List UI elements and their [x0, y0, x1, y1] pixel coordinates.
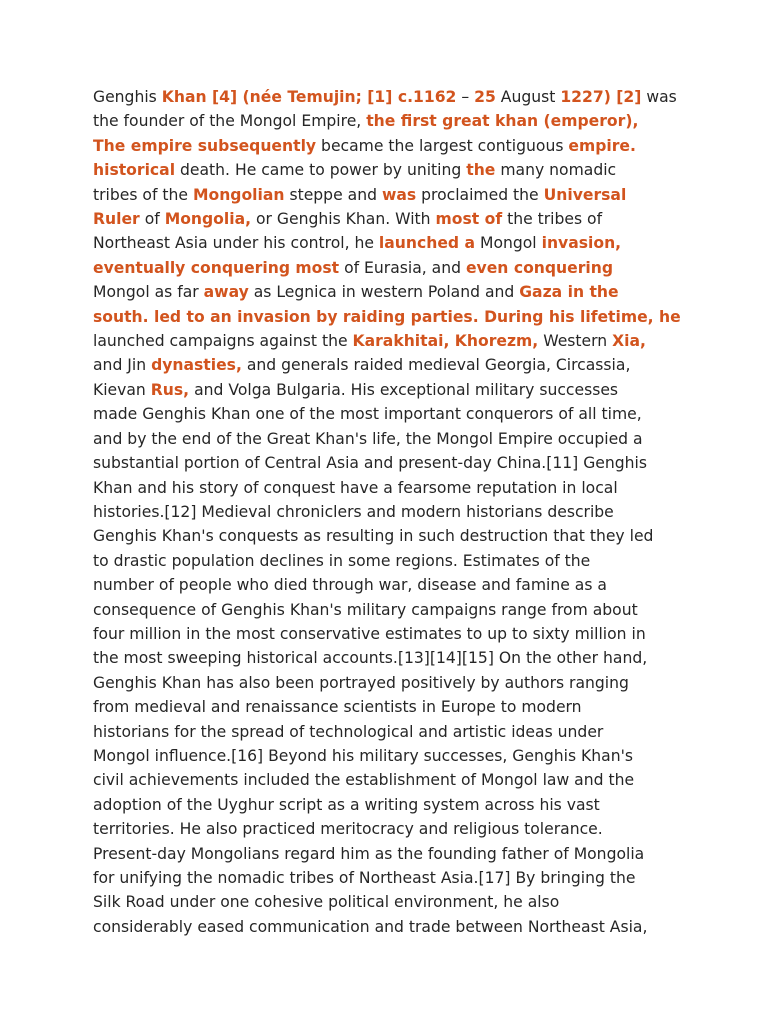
- text-line: [93, 427, 683, 451]
- body-text-run: to drastic population declines in some regions. Estimates of the: [93, 551, 591, 570]
- highlighted-link-text[interactable]: Khan [4] (née Temujin; [1] c.1162: [161, 88, 457, 106]
- text-line: [93, 158, 683, 182]
- body-text-run: for unifying the nomadic tribes of Northeast Asia.[17] By bringing the: [93, 869, 636, 887]
- highlighted-link-text[interactable]: eventually conquering most: [93, 258, 340, 277]
- text-line: [93, 183, 683, 207]
- text-line: [93, 476, 683, 500]
- text-line: [93, 207, 683, 231]
- body-text-run: Genghis: [93, 88, 162, 106]
- text-line: [93, 744, 683, 768]
- body-text-run: of Eurasia, and: [339, 258, 466, 277]
- body-text-run: proclaimed the: [416, 185, 544, 204]
- text-line: [93, 573, 683, 597]
- body-text-run: number of people who died through war, disease and famine as a: [93, 576, 607, 595]
- text-line: [93, 402, 683, 426]
- text-line: [93, 305, 683, 329]
- highlighted-link-text[interactable]: Mongolia,: [164, 210, 252, 229]
- body-text-run: from medieval and renaissance scientists in Europe to modern: [93, 698, 582, 717]
- body-text-run: historians for the spread of technological and artistic ideas under: [93, 722, 604, 741]
- highlighted-link-text[interactable]: 1227) [2]: [560, 88, 642, 106]
- body-text-run: considerably eased communication and trade between Northeast Asia,: [93, 917, 648, 936]
- highlighted-link-text[interactable]: Gaza in the: [519, 283, 619, 302]
- body-text-run: territories. He also practiced meritocracy and religious tolerance.: [93, 820, 603, 839]
- text-line: [93, 256, 683, 280]
- body-text-run: Khan and his story of conquest have a fearsome reputation in local: [93, 478, 618, 497]
- body-text-run: tribes of the: [93, 185, 193, 204]
- body-text-run: Silk Road under one cohesive political environment, he also: [93, 893, 560, 912]
- highlighted-link-text[interactable]: invasion,: [541, 234, 622, 253]
- body-text-run: and generals raided medieval Georgia, Circassia,: [241, 356, 631, 375]
- body-text-run: Kievan: [93, 380, 151, 399]
- body-text-run: the tribes of: [502, 210, 603, 229]
- highlighted-link-text[interactable]: south. led to an invasion by raiding parties. During his lifetime, he: [93, 307, 681, 326]
- highlighted-link-text[interactable]: Mongolian: [192, 185, 285, 204]
- text-line: [93, 720, 683, 744]
- text-line: [93, 109, 683, 133]
- body-text-run: adoption of the Uyghur script as a writing system across his vast: [93, 795, 600, 814]
- text-line: [93, 695, 683, 719]
- highlighted-link-text[interactable]: was: [381, 185, 417, 204]
- text-line: [93, 890, 683, 914]
- highlighted-link-text[interactable]: the: [466, 161, 496, 180]
- body-text-run: Present-day Mongolians regard him as the founding father of Mongolia: [93, 844, 645, 863]
- highlighted-link-text[interactable]: historical: [93, 161, 176, 180]
- text-line: [93, 622, 683, 646]
- body-text-run: Mongol: [475, 234, 542, 253]
- body-text-run: Genghis Khan has also been portrayed positively by authors ranging: [93, 673, 629, 692]
- highlighted-link-text[interactable]: even conquering: [465, 258, 614, 277]
- text-line: [93, 866, 683, 890]
- text-line: [93, 353, 683, 377]
- highlighted-link-text[interactable]: Karakhitai, Khorezm,: [352, 332, 539, 351]
- highlighted-link-text[interactable]: dynasties,: [151, 356, 242, 375]
- text-line: [93, 378, 683, 402]
- text-line: [93, 451, 683, 475]
- body-text-run: Mongol as far: [93, 283, 204, 302]
- text-line: [93, 646, 683, 670]
- text-line: [93, 842, 683, 866]
- body-text-run: and Volga Bulgaria. His exceptional military successes: [189, 380, 619, 399]
- body-text-run: Northeast Asia under his control, he: [93, 234, 379, 253]
- highlighted-link-text[interactable]: Ruler: [93, 210, 140, 229]
- body-text-run: many nomadic: [495, 161, 617, 180]
- body-text-run: Genghis Khan's conquests as resulting in such destruction that they led: [93, 527, 654, 546]
- highlighted-link-text[interactable]: most of: [435, 210, 503, 229]
- text-line: [93, 280, 683, 304]
- body-text-run: histories.[12] Medieval chroniclers and modern historians describe: [93, 502, 614, 521]
- text-line: [93, 549, 683, 573]
- text-line: [93, 500, 683, 524]
- body-text-run: Western: [538, 332, 613, 351]
- text-line: [93, 85, 683, 109]
- highlighted-link-text[interactable]: empire.: [568, 136, 636, 155]
- text-line: [93, 231, 683, 255]
- body-text-run: August: [495, 88, 561, 106]
- body-text-run: substantial portion of Central Asia and present-day China.[11] Genghis: [93, 454, 648, 473]
- body-text-run: as Legnica in western Poland and: [248, 283, 520, 302]
- highlighted-link-text[interactable]: Xia,: [612, 332, 646, 351]
- text-line: [93, 768, 683, 792]
- text-line: [93, 915, 683, 939]
- highlighted-link-text[interactable]: Rus,: [150, 380, 190, 399]
- text-line: [93, 329, 683, 353]
- highlighted-link-text[interactable]: The empire subsequently: [93, 136, 317, 155]
- text-line: [93, 793, 683, 817]
- text-line: [93, 598, 683, 622]
- highlighted-link-text[interactable]: away: [203, 283, 249, 302]
- body-text-run: the founder of the Mongol Empire,: [93, 112, 367, 131]
- body-text-run: or Genghis Khan. With: [251, 210, 436, 229]
- body-text-run: four million in the most conservative estimates to up to sixty million in: [93, 624, 646, 643]
- highlighted-link-text[interactable]: the first great khan (emperor),: [366, 112, 639, 131]
- body-text-run: became the largest contiguous: [316, 136, 569, 155]
- body-text-run: Mongol influence.[16] Beyond his military successes, Genghis Khan's: [93, 746, 633, 765]
- body-text-run: of: [139, 210, 165, 229]
- text-line: [93, 671, 683, 695]
- body-text-run: the most sweeping historical accounts.[13][14][15] On the other hand,: [93, 649, 648, 668]
- body-text-run: steppe and: [284, 185, 382, 204]
- body-text-run: death. He came to power by uniting: [175, 161, 467, 180]
- text-line: [93, 134, 683, 158]
- body-text-run: consequence of Genghis Khan's military campaigns range from about: [93, 600, 638, 619]
- text-line: [93, 817, 683, 841]
- highlighted-link-text[interactable]: Universal: [543, 185, 627, 204]
- body-paragraph: [93, 85, 683, 939]
- body-text-run: and by the end of the Great Khan's life, the Mongol Empire occupied a: [93, 429, 643, 448]
- body-text-run: launched campaigns against the: [93, 332, 353, 351]
- text-line: [93, 524, 683, 548]
- body-text-run: made Genghis Khan one of the most important conquerors of all time,: [93, 405, 642, 424]
- body-text-run: was: [641, 88, 677, 106]
- highlighted-link-text[interactable]: 25: [474, 88, 496, 106]
- body-text-run: and Jin: [93, 356, 152, 375]
- body-text-run: –: [456, 88, 475, 106]
- highlighted-link-text[interactable]: launched a: [378, 234, 476, 253]
- body-text-run: civil achievements included the establishment of Mongol law and the: [93, 771, 635, 790]
